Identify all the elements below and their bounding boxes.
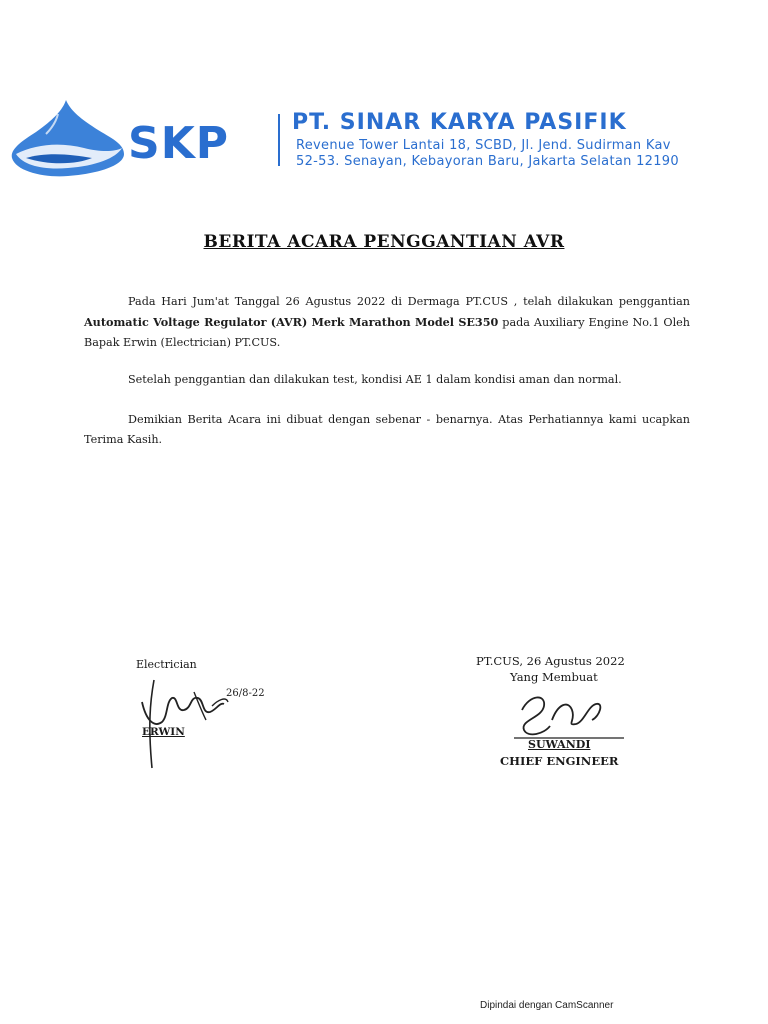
electrician-date-note: 26/8-22 [226,688,265,699]
letterhead-divider [278,114,280,166]
paragraph-1-lead: Pada Hari Jum'at Tanggal 26 Agustus 2022 di Dermaga PT.CUS , telah dilakukan penggantian [128,295,690,308]
paragraph-1-equipment: Automatic Voltage Regulator (AVR) Merk Marathon Model SE350 [84,315,499,329]
paragraph-3 [84,410,690,450]
skp-logo-text: SKP [128,118,230,169]
electrician-signature-mark [132,672,272,776]
electrician-role-label: Electrician [136,658,197,671]
company-address-line1: Revenue Tower Lantai 18, SCBD, Jl. Jend. Sudirman Kav [296,138,671,153]
signing-place-date: PT.CUS, 26 Agustus 2022 [476,654,625,668]
paragraph-2-text: Setelah penggantian dan dilakukan test, kondisi AE 1 dalam kondisi aman dan normal. [128,373,622,386]
electrician-name: ERWIN [142,726,185,738]
chief-engineer-title: CHIEF ENGINEER [500,754,619,768]
paragraph-3-text: Demikian Berita Acara ini dibuat dengan sebenar - benarnya. Atas Perhatiannya kami ucapkan Terima Kasih. [84,413,690,446]
creator-role-label: Yang Membuat [510,670,598,684]
paragraph-1 [84,292,690,353]
company-name: PT. SINAR KARYA PASIFIK [292,110,627,135]
paragraph-1-tail: pada Auxiliary Engine No.1 Oleh Bapak Erwin (Electrician) PT.CUS. [84,316,691,349]
paragraph-2 [84,370,690,390]
chief-engineer-name: SUWANDI [528,738,591,751]
scanner-watermark: Dipindai dengan CamScanner [480,1000,614,1011]
company-address-line2: 52-53. Senayan, Kebayoran Baru, Jakarta Selatan 12190 [296,154,679,169]
document-title: BERITA ACARA PENGGANTIAN AVR [203,232,565,252]
water-drop-logo-icon [6,96,128,180]
